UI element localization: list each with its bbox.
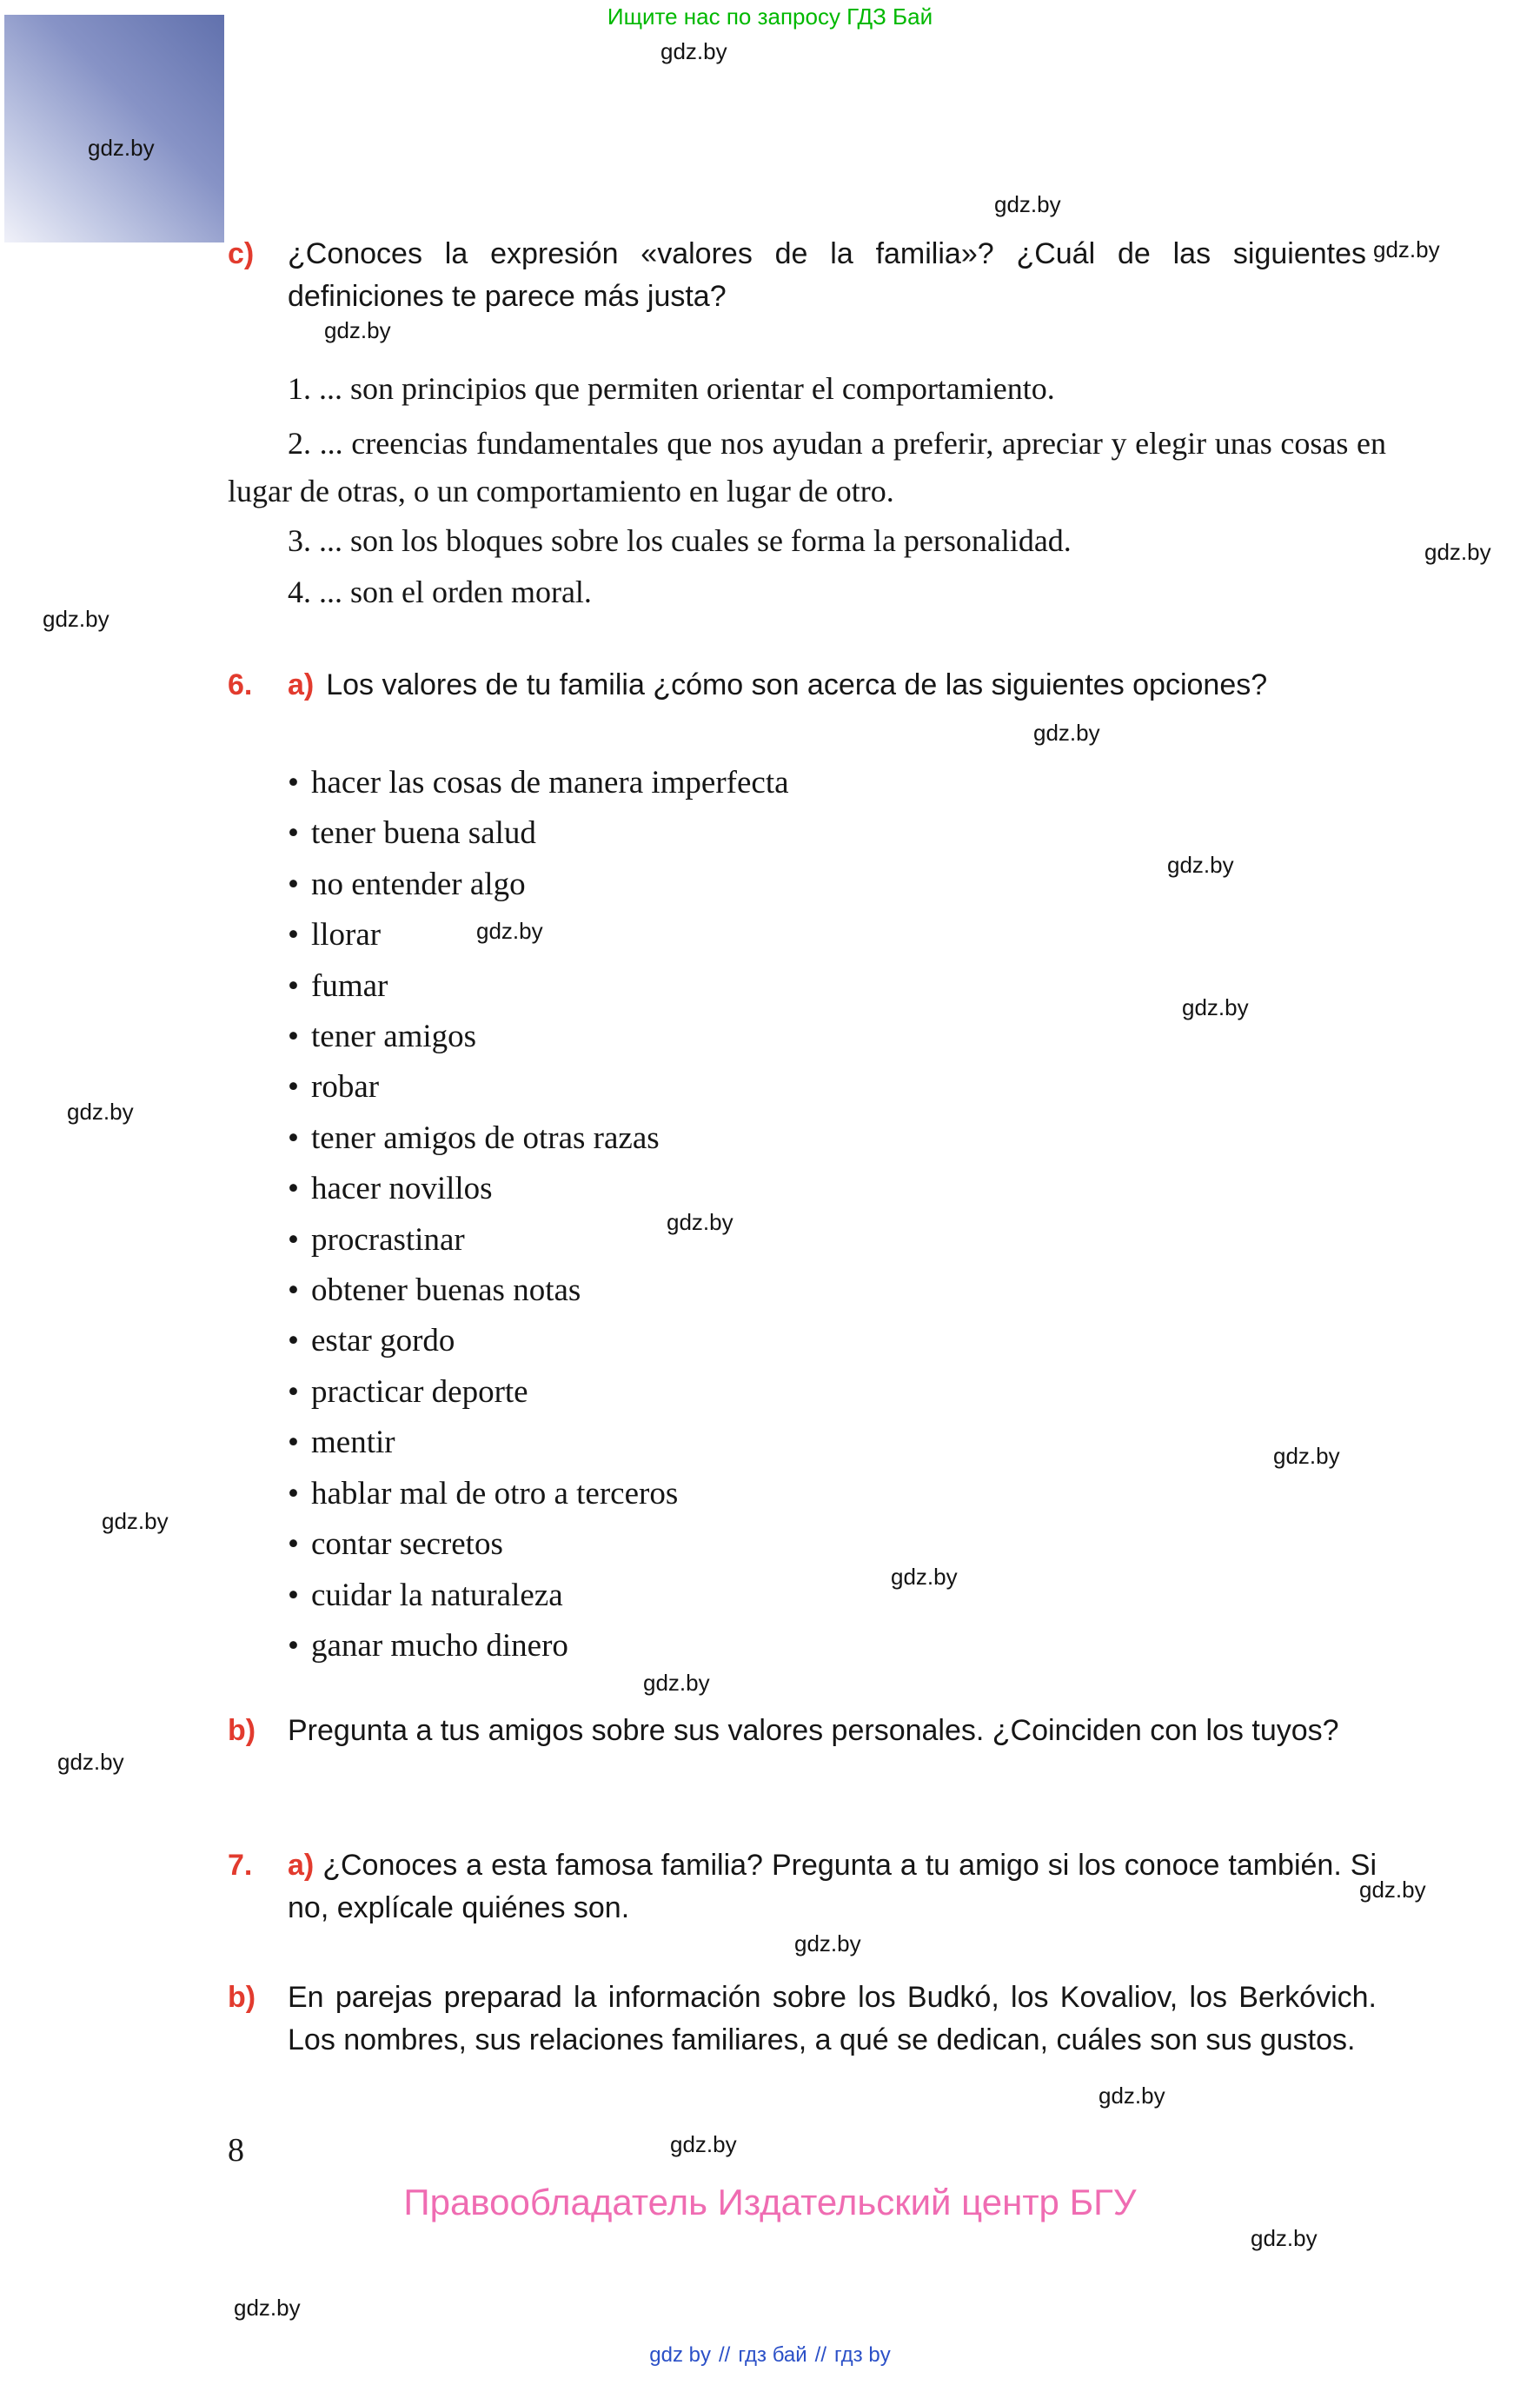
- option-item: [288, 1316, 789, 1366]
- option-text: no entender algo: [311, 866, 526, 902]
- bullet-glyph: •: [288, 1119, 299, 1156]
- option-item: [288, 1062, 789, 1113]
- top-banner: Ищите нас по запросу ГДЗ Бай: [607, 3, 933, 30]
- option-item: [288, 1367, 789, 1418]
- watermark: gdz.by: [1273, 1443, 1340, 1469]
- watermark: gdz.by: [1182, 994, 1249, 1020]
- bullet-glyph: •: [288, 1577, 299, 1613]
- option-text: mentir: [311, 1425, 395, 1461]
- exercise-6b-label: b): [228, 1714, 256, 1747]
- option-item: [288, 1418, 789, 1468]
- option-text: procrastinar: [311, 1221, 465, 1258]
- option-item: [288, 860, 789, 910]
- bullet-glyph: •: [288, 1425, 299, 1461]
- exercise-c-label: c): [228, 237, 255, 270]
- options-list: [288, 758, 789, 1671]
- option-text: llorar: [311, 917, 382, 953]
- watermark: gdz.by: [1373, 236, 1440, 262]
- option-text: tener buena salud: [311, 815, 536, 852]
- exercise-c: [228, 233, 1366, 318]
- footer-links: [0, 2343, 1540, 2368]
- exercise-7a-text: ¿Conoces a esta famosa familia? Pregunta a tu amigo si los conoce también. Si no, explícale quiénes son.: [288, 1849, 1377, 1924]
- option-text: hacer las cosas de manera imperfecta: [311, 765, 789, 801]
- exercise-6a-label: a): [288, 668, 315, 701]
- watermark: gdz.by: [1424, 539, 1491, 565]
- option-item: [288, 1621, 789, 1671]
- bullet-glyph: •: [288, 967, 299, 1004]
- bullet-glyph: •: [288, 1627, 299, 1664]
- option-text: estar gordo: [311, 1323, 455, 1359]
- option-item: [288, 1164, 789, 1214]
- watermark: gdz.by: [660, 38, 727, 64]
- exercise-7a-label: a): [288, 1849, 315, 1882]
- option-item: [288, 961, 789, 1012]
- exercise-7-number: 7.: [228, 1849, 253, 1882]
- watermark: gdz.by: [643, 1670, 710, 1696]
- bullet-glyph: •: [288, 1221, 299, 1258]
- footer-link[interactable]: гдз бай: [738, 2343, 807, 2367]
- exercise-7a: [228, 1844, 1377, 1930]
- exercise-7b-label: b): [228, 1981, 256, 2014]
- bullet-glyph: •: [288, 1272, 299, 1309]
- exercise-6b: [228, 1710, 1377, 1752]
- option-item: [288, 1519, 789, 1570]
- option-text: robar: [311, 1069, 380, 1106]
- option-text: hacer novillos: [311, 1171, 493, 1207]
- option-text: tener amigos de otras razas: [311, 1119, 660, 1156]
- watermark: gdz.by: [891, 1564, 958, 1590]
- option-item: [288, 1571, 789, 1621]
- option-text: contar secretos: [311, 1526, 503, 1563]
- watermark: gdz.by: [1251, 2225, 1318, 2251]
- exercise-6b-text: Pregunta a tus amigos sobre sus valores personales. ¿Coinciden con los tuyos?: [288, 1714, 1339, 1747]
- option-text: practicar deporte: [311, 1373, 528, 1410]
- bullet-glyph: •: [288, 917, 299, 953]
- watermark: gdz.by: [994, 191, 1061, 217]
- page-number: 8: [228, 2132, 244, 2169]
- watermark: gdz.by: [1167, 852, 1234, 878]
- bullet-glyph: •: [288, 815, 299, 852]
- exercise-6a-header: [228, 664, 1267, 706]
- option-item: [288, 1113, 789, 1164]
- copyright-notice: Правообладатель Издательский центр БГУ: [403, 2182, 1137, 2222]
- bullet-glyph: •: [288, 1323, 299, 1359]
- option-item: [288, 1266, 789, 1316]
- bullet-glyph: •: [288, 1069, 299, 1106]
- definition-item: 3. ... son los bloques sobre los cuales se forma la personalidad.: [288, 523, 1072, 558]
- definition-item: 2. ... creencias fundamentales que nos ayudan a preferir, apreciar y elegir unas cosas en lugar de otras, o un comportamiento en lugar de otro.: [228, 426, 1386, 508]
- watermark: gdz.by: [794, 1930, 861, 1956]
- footer-link[interactable]: gdz by: [649, 2343, 711, 2367]
- watermark: gdz.by: [1033, 720, 1100, 746]
- footer-separator: //: [719, 2343, 731, 2367]
- watermark: gdz.by: [43, 606, 110, 632]
- watermark: gdz.by: [1099, 2083, 1165, 2109]
- option-item: [288, 910, 789, 960]
- option-item: [288, 808, 789, 859]
- footer-separator: //: [814, 2343, 826, 2367]
- watermark: gdz.by: [1359, 1877, 1426, 1903]
- option-item: [288, 1215, 789, 1266]
- bullet-glyph: •: [288, 1475, 299, 1511]
- option-item: [288, 1012, 789, 1062]
- watermark: gdz.by: [234, 2295, 301, 2321]
- watermark: gdz.by: [476, 918, 543, 944]
- exercise-c-question: ¿Conoces la expresión «valores de la familia»? ¿Cuál de las siguientes definiciones te parece más justa?: [288, 237, 1366, 313]
- option-text: ganar mucho dinero: [311, 1627, 568, 1664]
- exercise-6-number: 6.: [228, 668, 253, 701]
- option-text: tener amigos: [311, 1019, 477, 1055]
- bullet-glyph: •: [288, 1171, 299, 1207]
- bullet-glyph: •: [288, 866, 299, 902]
- option-text: fumar: [311, 967, 388, 1004]
- definition-item: 1. ... son principios que permiten orientar el comportamiento.: [288, 371, 1055, 406]
- option-text: hablar mal de otro a terceros: [311, 1475, 679, 1511]
- watermark: gdz.by: [670, 2131, 737, 2157]
- exercise-7b-text: En parejas preparad la información sobre los Budkó, los Kovaliov, los Berkóvich. Los nombres, sus relaciones familiares, a qué se dedican, cuáles son sus gustos.: [288, 1981, 1377, 2056]
- option-text: cuidar la naturaleza: [311, 1577, 563, 1613]
- watermark: gdz.by: [57, 1749, 124, 1775]
- bullet-glyph: •: [288, 765, 299, 801]
- watermark: gdz.by: [102, 1508, 169, 1534]
- watermark: gdz.by: [67, 1099, 134, 1125]
- exercise-7a-paragraph: [288, 1844, 1377, 1930]
- watermark: gdz.by: [324, 317, 391, 343]
- option-item: [288, 1469, 789, 1519]
- corner-gradient-box: [4, 15, 224, 242]
- watermark: gdz.by: [667, 1209, 733, 1235]
- definition-item: 4. ... son el orden moral.: [288, 575, 592, 609]
- bullet-glyph: •: [288, 1373, 299, 1410]
- option-item: [288, 758, 789, 808]
- watermark: gdz.by: [88, 135, 155, 161]
- exercise-6a-text: Los valores de tu familia ¿cómo son acerca de las siguientes opciones?: [326, 668, 1268, 701]
- bullet-glyph: •: [288, 1019, 299, 1055]
- bullet-glyph: •: [288, 1526, 299, 1563]
- exercise-7b: [228, 1976, 1377, 2062]
- footer-link[interactable]: гдз by: [834, 2343, 891, 2367]
- option-text: obtener buenas notas: [311, 1272, 581, 1309]
